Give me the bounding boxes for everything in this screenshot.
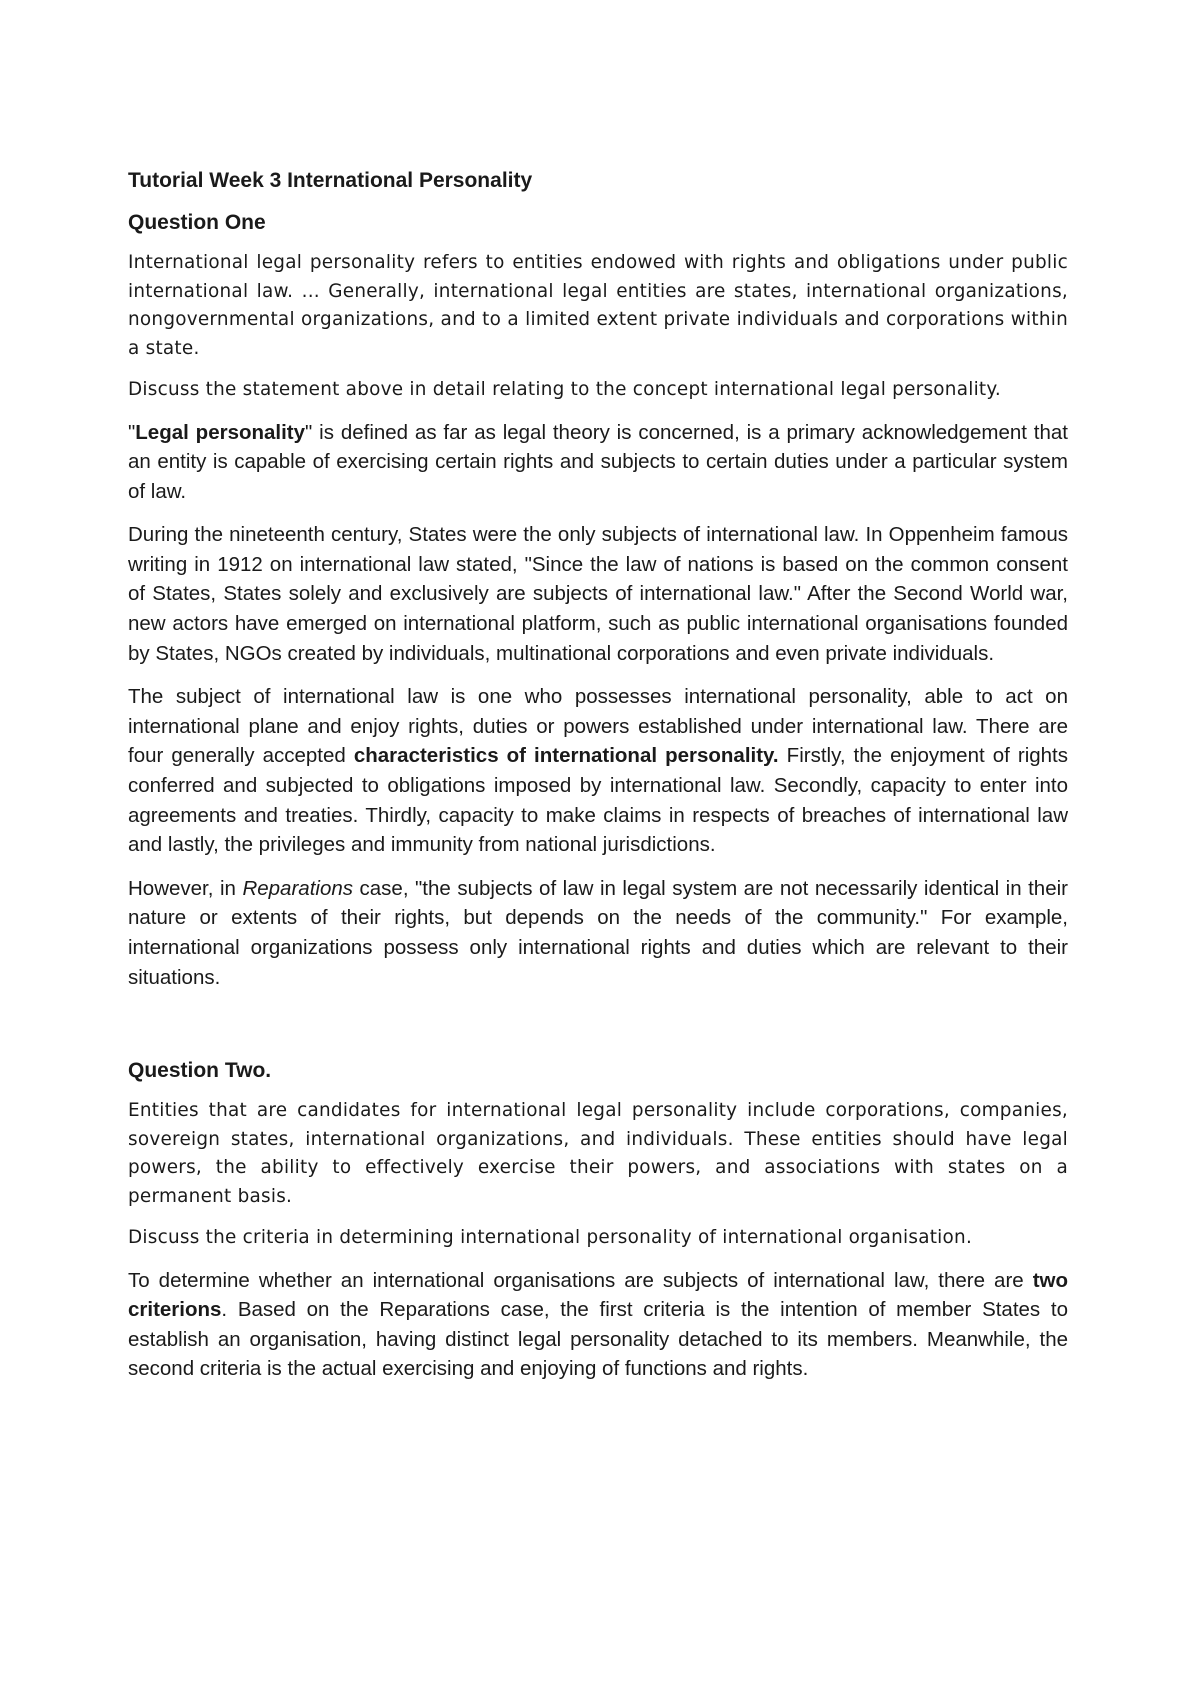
answer-two-paragraph-1 (128, 1266, 1068, 1384)
answer-one-paragraph-4 (128, 874, 1068, 992)
document-title: Tutorial Week 3 International Personality (128, 169, 533, 192)
question-two-statement: Entities that are candidates for international legal personality include corporations, companies, sovereign states, international organizations, and individuals. These entities should have legal powers, the ability to effectively exercise their powers, and associations with states on a permanent basis. (128, 1100, 1068, 1207)
question-one-heading: Question One (128, 211, 266, 234)
answer-one-paragraph-3 (128, 682, 1068, 860)
paragraph-text: However, in (128, 876, 243, 900)
answer-one-paragraph-1 (128, 418, 1068, 507)
open-quote: " (128, 420, 136, 444)
legal-personality-term: Legal personality (135, 420, 306, 444)
question-one-statement: International legal personality refers to entities endowed with rights and obligations under public international law. ... Generally, international legal entities are states, international organizations, nongovernmental organizations, and to a limited extent private individuals and corporations within a state. (128, 252, 1068, 359)
answer-one-paragraph-2: During the nineteenth century, States were the only subjects of international law. In Oppenheim famous writing in 1912 on international law stated, "Since the law of nations is based on the common consent of States, States solely and exclusively are subjects of international law." After the Second World war, new actors have emerged on international platform, such as public international organisations founded by States, NGOs created by individuals, multinational corporations and even private individuals. (128, 523, 1068, 665)
paragraph-text: " is defined as far as legal theory is concerned, is a primary acknowledgement that an entity is capable of exercising certain rights and subjects to certain duties under a particular system of law. (128, 420, 1068, 503)
paragraph-text: To determine whether an international organisations are subjects of international law, there are (128, 1268, 1033, 1292)
paragraph-text: . Based on the Reparations case, the first criteria is the intention of member States to establish an organisation, having distinct legal personality detached to its members. Meanwhile, the second criteria is the actual exercising and enjoying of functions and rights. (128, 1298, 1068, 1381)
two-criterions-term: two criterions (128, 1268, 1068, 1322)
question-one-task: Discuss the statement above in detail relating to the concept international legal personality. (128, 379, 1001, 400)
paragraph-text: The subject of international law is one who possesses international personality, able to act on international plane and enjoy rights, duties or powers established under international law. There are four generally accepted (128, 685, 1068, 768)
paragraph-text: case, "the subjects of law in legal system are not necessarily identical in their nature or extents of their rights, but depends on the needs of the community." For example, international organizations possess only international rights and duties which are relevant to their situations. (128, 876, 1068, 989)
case-name: Reparations (242, 876, 353, 900)
question-two-heading: Question Two. (128, 1059, 272, 1083)
paragraph-text: Firstly, the enjoyment of rights conferred and subjected to obligations imposed by international law. Secondly, capacity to enter into agreements and treaties. Thirdly, capacity to make claims in respects of breaches of international law and lastly, the privileges and immunity from national jurisdictions. (128, 744, 1068, 857)
document-page (128, 168, 1068, 1398)
characteristics-term: characteristics of international personality. (353, 744, 779, 768)
section-spacer (128, 1006, 1068, 1058)
question-two-task: Discuss the criteria in determining international personality of international organisation. (128, 1227, 973, 1249)
